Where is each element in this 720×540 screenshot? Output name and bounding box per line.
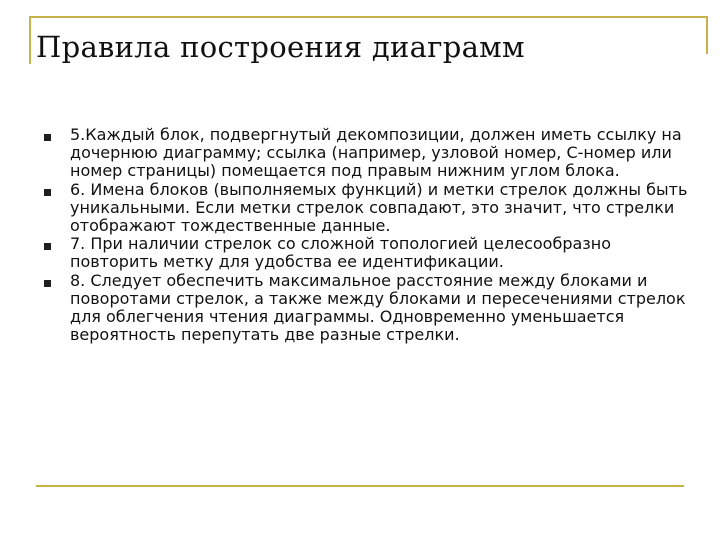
top-rule (30, 16, 708, 18)
bullet-item-8 (44, 272, 694, 345)
bottom-rule (36, 485, 684, 487)
bullet-item-7 (44, 235, 694, 271)
bullet-text: 8. Следует обеспечить максимальное расстояние между блоками и поворотами стрелок, а также между блоками и пересечениями стрелок для облегчения чтения диаграммы. Одновременно уменьшается вероятность перепутать две разные стрелки. (70, 270, 686, 345)
square-bullet-icon (44, 189, 51, 196)
bullet-text: 6. Имена блоков (выполняемых функций) и метки стрелок должны быть уникальными. Если метки стрелок совпадают, это значит, что стрелки отображают тождественные данные. (70, 179, 688, 236)
left-rule (29, 16, 31, 64)
square-bullet-icon (44, 280, 51, 287)
bullet-item-6 (44, 181, 694, 236)
bullet-text: 5.Каждый блок, подвергнутый декомпозиции, должен иметь ссылку на дочернюю диаграмму; ссылка (например, узловой номер, С-номер или номер страницы) помещается под правым нижним углом блока. (70, 125, 682, 181)
bullet-text: 7. При наличии стрелок со сложной топологией целесообразно повторить метку для удобства ее идентификации. (70, 234, 612, 272)
right-rule (706, 16, 708, 54)
slide-title: Правила построения диаграмм (36, 30, 525, 64)
square-bullet-icon (44, 134, 51, 141)
bullet-item-5 (44, 126, 694, 181)
square-bullet-icon (44, 243, 51, 250)
bullet-list (44, 126, 694, 344)
